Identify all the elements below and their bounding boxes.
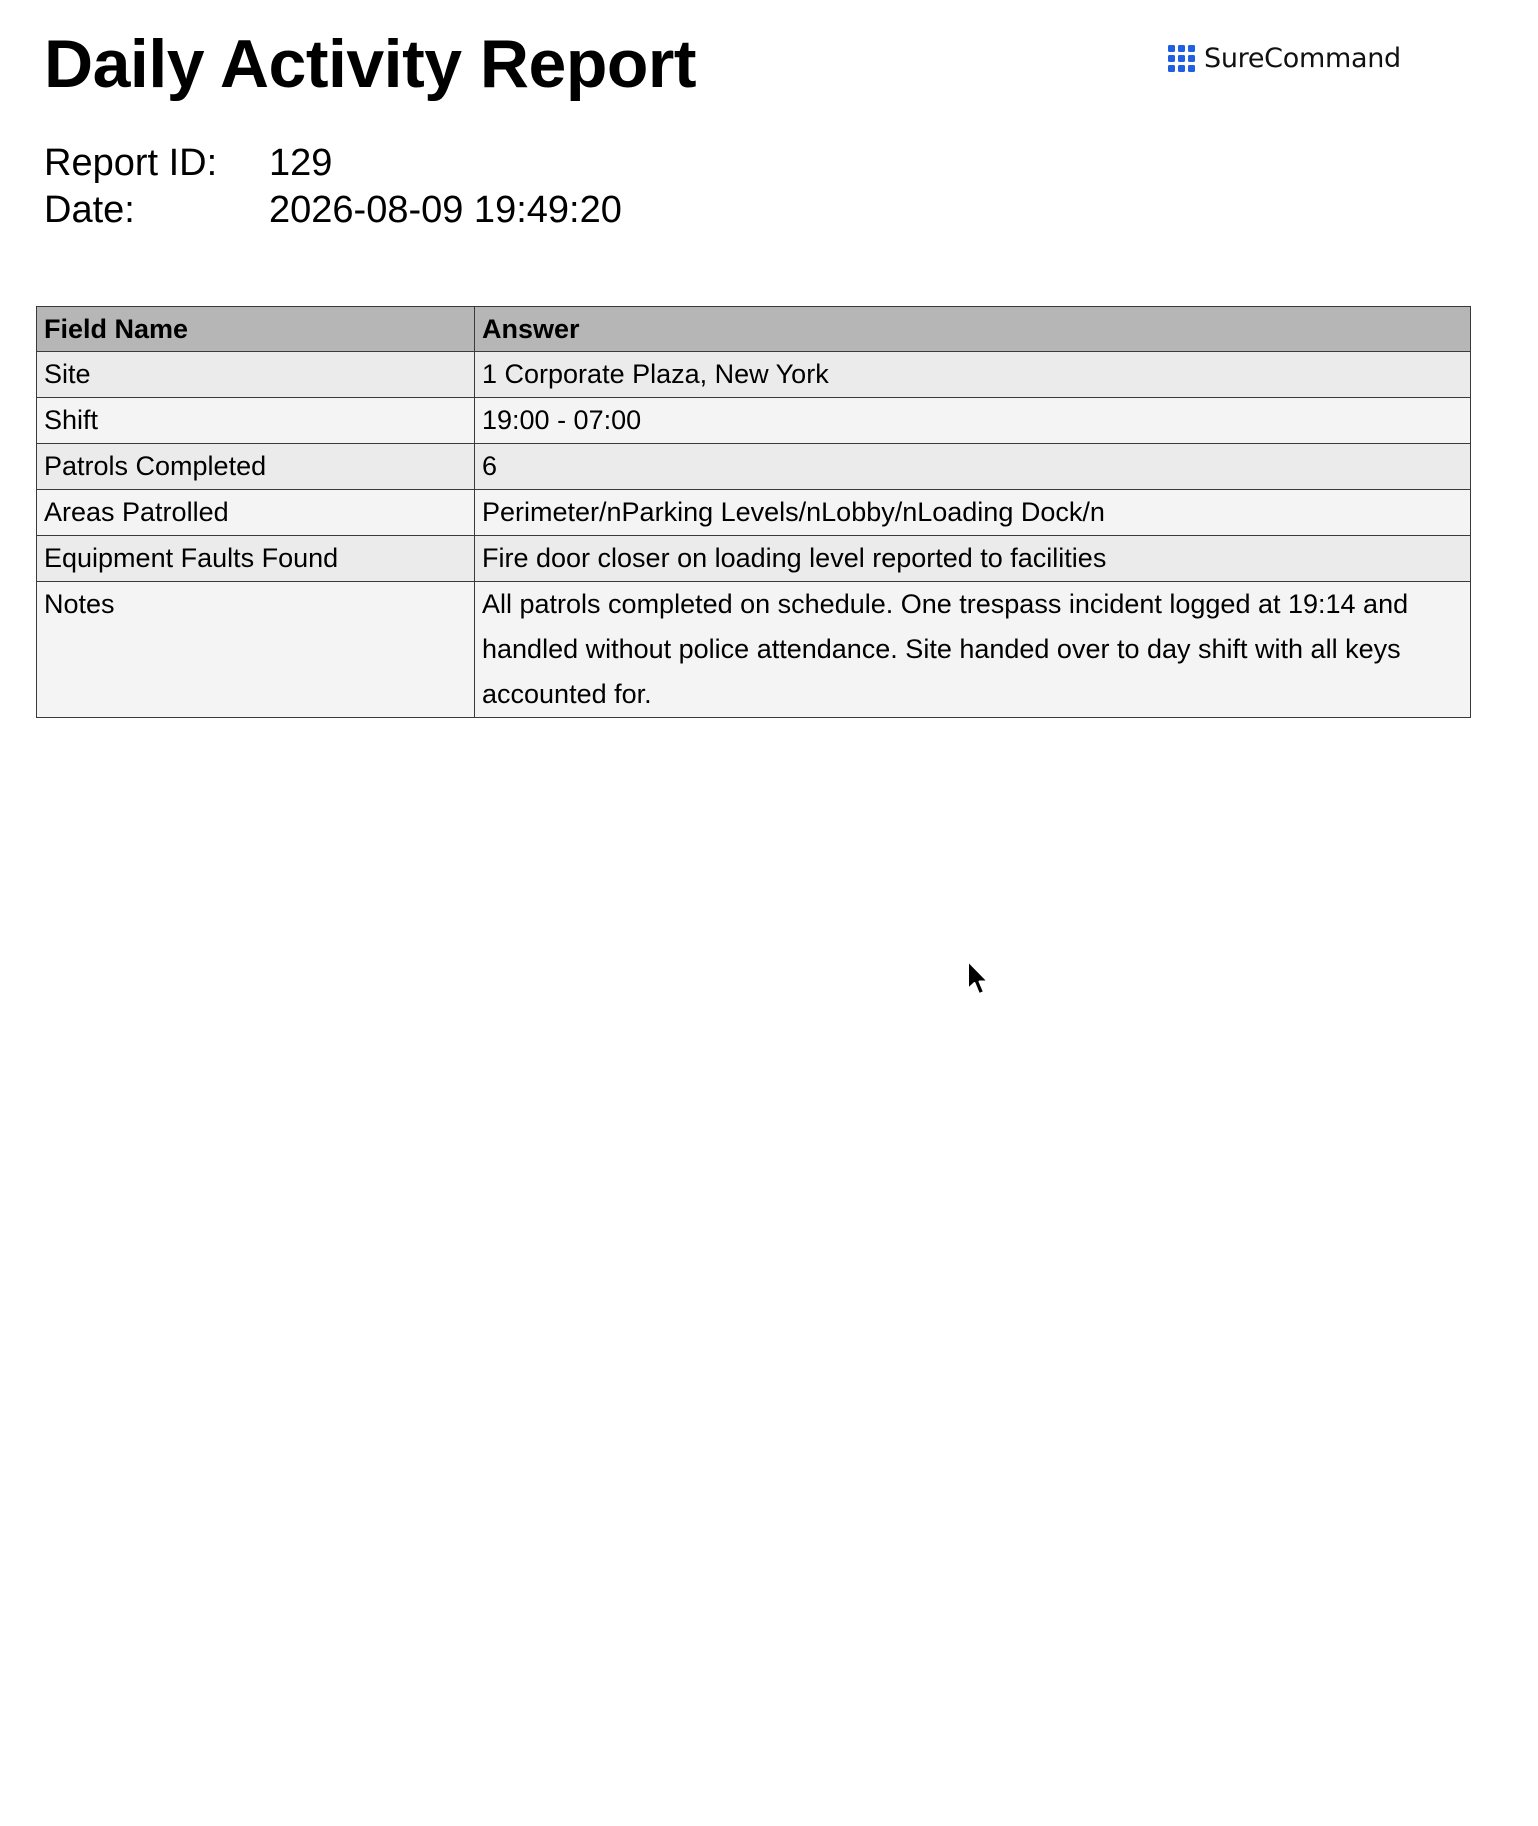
table-header-row [37, 307, 1471, 352]
field-name-cell: Patrols Completed [37, 444, 475, 490]
column-header-field-name: Field Name [37, 307, 475, 352]
report-meta [44, 140, 622, 234]
report-id-row [44, 140, 622, 187]
answer-cell: 1 Corporate Plaza, New York [475, 352, 1471, 398]
report-id-label: Report ID: [44, 142, 218, 184]
table-row [37, 536, 1471, 582]
table-row [37, 352, 1471, 398]
answer-cell: 19:00 - 07:00 [475, 398, 1471, 444]
page-title: Daily Activity Report [44, 26, 697, 102]
table-row [37, 490, 1471, 536]
answer-cell: Fire door closer on loading level reported to facilities [475, 536, 1471, 582]
grid-dots-icon [1168, 45, 1195, 72]
table-row [37, 444, 1471, 490]
report-table [36, 306, 1471, 718]
field-name-cell: Shift [37, 398, 475, 444]
mouse-pointer-icon [966, 960, 992, 998]
brand-name: SureCommand [1204, 42, 1401, 74]
table-row [37, 582, 1471, 718]
field-name-cell: Equipment Faults Found [37, 536, 475, 582]
field-name-cell: Site [37, 352, 475, 398]
field-name-cell: Notes [37, 582, 475, 718]
answer-cell: 6 [475, 444, 1471, 490]
date-row [44, 187, 622, 234]
answer-cell: All patrols completed on schedule. One trespass incident logged at 19:14 and handled without police attendance. Site handed over to day shift with all keys accounted for. [475, 582, 1471, 718]
date-value: 2026-08-09 19:49:20 [269, 189, 622, 231]
brand-logo [1168, 40, 1401, 76]
table-row [37, 398, 1471, 444]
answer-cell: Perimeter/nParking Levels/nLobby/nLoading Dock/n [475, 490, 1471, 536]
date-label: Date: [44, 189, 135, 231]
field-name-cell: Areas Patrolled [37, 490, 475, 536]
column-header-answer: Answer [475, 307, 1471, 352]
report-id-value: 129 [269, 142, 333, 184]
